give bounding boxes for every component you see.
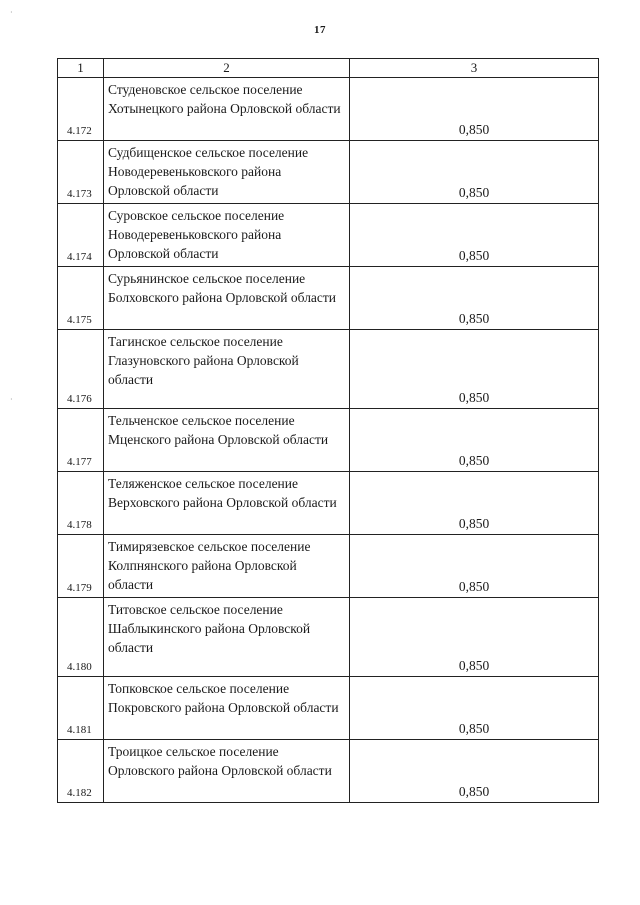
coefficient-value: 0,850 <box>458 390 490 405</box>
table-row <box>58 598 599 677</box>
row-number: 4.179 <box>67 582 92 594</box>
settlement-name: Тельченское сельское поселение Мценского района Орловской области <box>108 413 329 447</box>
settlement-name: Троицкое сельское поселение Орловского района Орловской области <box>108 744 332 778</box>
settlement-name: Суровское сельское поселение Новодеревеньковского района Орловской области <box>108 208 285 261</box>
settlement-name: Судбищенское сельское поселение Новодеревеньковского района Орловской области <box>108 145 309 198</box>
row-number: 4.173 <box>67 188 92 200</box>
settlement-name: Тагинское сельское поселение Глазуновского района Орловской области <box>108 334 299 387</box>
coefficient-value: 0,850 <box>458 658 490 673</box>
table-header-row <box>58 59 599 78</box>
settlement-name: Титовское сельское поселение Шаблыкинского района Орловской области <box>108 602 311 655</box>
header-col-3: 3 <box>350 59 599 77</box>
settlement-name: Теляженское сельское поселение Верховского района Орловской области <box>108 476 337 510</box>
scan-mark-middle: · <box>10 395 13 404</box>
page-number: 17 <box>314 24 326 36</box>
table-row <box>58 472 599 535</box>
row-number: 4.177 <box>67 456 92 468</box>
table-row <box>58 78 599 141</box>
row-number: 4.174 <box>67 251 92 263</box>
coefficient-value: 0,850 <box>458 311 490 326</box>
table-row <box>58 409 599 472</box>
settlement-name: Топковское сельское поселение Покровского района Орловской области <box>108 681 339 715</box>
coefficient-value: 0,850 <box>458 721 490 736</box>
row-number: 4.172 <box>67 125 92 137</box>
coefficient-value: 0,850 <box>458 784 490 799</box>
table-row <box>58 330 599 409</box>
coefficient-value: 0,850 <box>458 579 490 594</box>
table-row <box>58 141 599 204</box>
row-number: 4.180 <box>67 661 92 673</box>
row-number: 4.176 <box>67 393 92 405</box>
coefficient-value: 0,850 <box>458 453 490 468</box>
coefficient-value: 0,850 <box>458 185 490 200</box>
settlement-name: Тимирязевское сельское поселение Колпнянского района Орловской области <box>108 539 311 592</box>
settlement-name: Сурьянинское сельское поселение Болховского района Орловской области <box>108 271 337 305</box>
table-row <box>58 204 599 267</box>
data-table <box>57 58 599 803</box>
table-row <box>58 677 599 740</box>
settlement-name: Студеновское сельское поселение Хотынецкого района Орловской области <box>108 82 341 116</box>
header-col-2: 2 <box>104 59 350 77</box>
row-number: 4.178 <box>67 519 92 531</box>
row-number: 4.181 <box>67 724 92 736</box>
table-row <box>58 535 599 598</box>
table-row <box>58 740 599 803</box>
table-row <box>58 267 599 330</box>
coefficient-value: 0,850 <box>458 516 490 531</box>
header-col-1: 1 <box>58 59 104 77</box>
row-number: 4.182 <box>67 787 92 799</box>
scan-mark-top: · <box>10 8 13 17</box>
row-number: 4.175 <box>67 314 92 326</box>
coefficient-value: 0,850 <box>458 248 490 263</box>
coefficient-value: 0,850 <box>458 122 490 137</box>
